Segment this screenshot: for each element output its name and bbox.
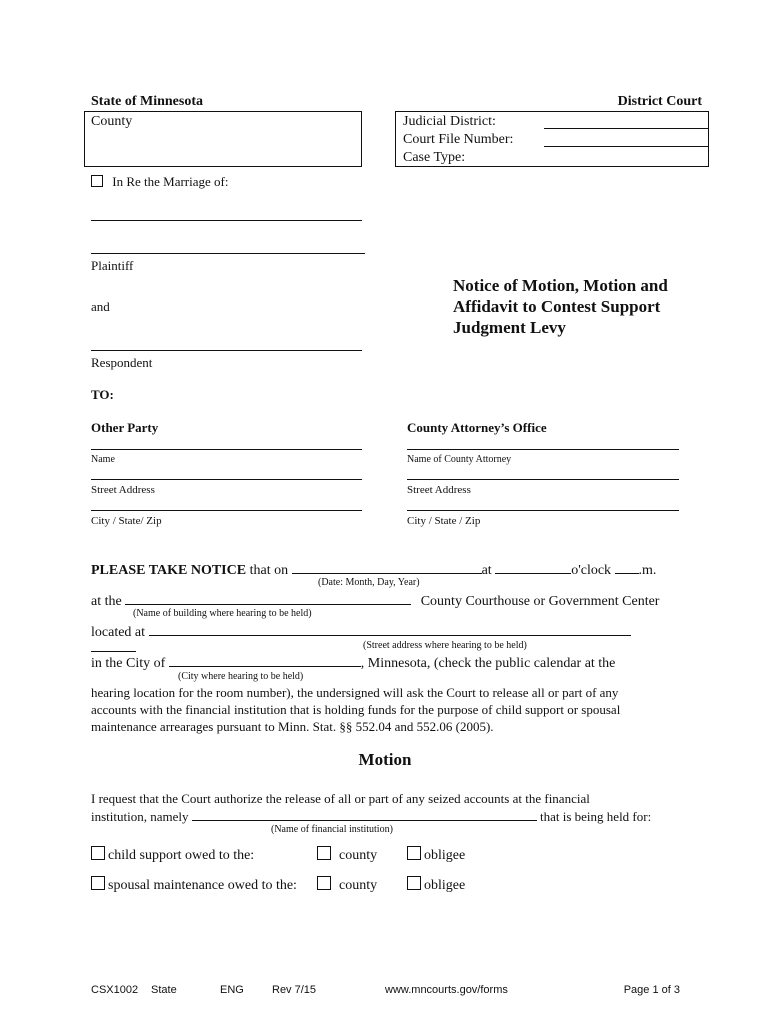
footer-state: State bbox=[151, 984, 177, 996]
financial-institution-hint: (Name of financial institution) bbox=[271, 824, 393, 835]
child-support-row bbox=[91, 846, 254, 864]
notice-body-line-2: accounts with the financial institution that is holding funds for the purpose of child support or spousal bbox=[91, 702, 621, 717]
and-label: and bbox=[91, 299, 110, 314]
notice-lead: PLEASE TAKE NOTICE bbox=[91, 563, 247, 578]
county-label: County bbox=[91, 114, 133, 129]
county-attorney-label: County Attorney’s Office bbox=[407, 420, 547, 435]
footer-form-number: CSX1002 bbox=[91, 984, 139, 996]
spousal-obligee-checkbox[interactable] bbox=[407, 876, 421, 890]
minnesota-text: , Minnesota, (check the public calendar at the bbox=[360, 656, 616, 671]
building-field[interactable] bbox=[125, 591, 411, 605]
county-label-1: county bbox=[339, 848, 378, 863]
city-hint-right: City / State / Zip bbox=[407, 515, 481, 527]
title-line-3: Judgment Levy bbox=[453, 318, 566, 337]
notice-line-4 bbox=[91, 653, 615, 672]
party-line-1[interactable] bbox=[91, 220, 362, 221]
spousal-county-option bbox=[317, 876, 377, 894]
name-hint: Name bbox=[91, 454, 115, 465]
court-file-number-label: Court File Number: bbox=[403, 132, 514, 147]
county-label-2: county bbox=[339, 878, 378, 893]
county-attorney-city-field[interactable] bbox=[407, 510, 679, 511]
respondent-line[interactable] bbox=[91, 350, 362, 351]
judicial-district-label: Judicial District: bbox=[403, 114, 496, 129]
city-hint-left: City / State/ Zip bbox=[91, 515, 162, 527]
motion-line-2 bbox=[91, 807, 651, 825]
spousal-county-checkbox[interactable] bbox=[317, 876, 331, 890]
footer-language: ENG bbox=[220, 984, 244, 996]
case-type-label: Case Type: bbox=[403, 150, 466, 165]
title-line-2: Affidavit to Contest Support bbox=[453, 297, 661, 316]
building-hint: (Name of building where hearing to be held) bbox=[133, 608, 312, 619]
county-attorney-name-hint: Name of County Attorney bbox=[407, 454, 512, 465]
city-field[interactable] bbox=[169, 653, 361, 667]
spousal-row bbox=[91, 876, 297, 894]
oclock-text: o'clock bbox=[571, 563, 612, 578]
plaintiff-label: Plaintiff bbox=[91, 258, 134, 273]
footer-revision: Rev 7/15 bbox=[272, 984, 317, 996]
footer-page-number: Page 1 of 3 bbox=[623, 984, 680, 996]
hearing-date-field[interactable] bbox=[292, 560, 482, 574]
court-label: District Court bbox=[617, 94, 702, 109]
street-hint: (Street address where hearing to be held) bbox=[363, 640, 527, 651]
other-party-city-field[interactable] bbox=[91, 510, 362, 511]
institution-text: institution, namely bbox=[91, 809, 189, 824]
motion-line-1: I request that the Court authorize the release of all or part of any seized accounts at the financial bbox=[91, 791, 590, 806]
street-field[interactable] bbox=[149, 622, 631, 636]
located-at-text: located at bbox=[91, 625, 146, 640]
child-support-checkbox[interactable] bbox=[91, 846, 105, 860]
financial-institution-field[interactable] bbox=[192, 807, 537, 821]
that-on-text: that on bbox=[249, 563, 289, 578]
am-pm-field[interactable] bbox=[615, 560, 639, 574]
spousal-label: spousal maintenance owed to the: bbox=[108, 878, 297, 893]
held-for-text: that is being held for: bbox=[540, 809, 652, 824]
m-text: .m. bbox=[638, 563, 657, 578]
street-hint-left: Street Address bbox=[91, 484, 155, 496]
county-box[interactable] bbox=[84, 111, 362, 167]
notice-body-line-1: hearing location for the room number), the undersigned will ask the Court to release all or part of any bbox=[91, 685, 619, 700]
to-label: TO: bbox=[91, 387, 114, 402]
at-text: at bbox=[481, 563, 492, 578]
other-party-street-field[interactable] bbox=[91, 479, 362, 480]
footer-url[interactable]: www.mncourts.gov/forms bbox=[385, 984, 508, 996]
court-file-number-field[interactable] bbox=[544, 146, 708, 147]
plaintiff-line[interactable] bbox=[91, 253, 365, 254]
obligee-label-1: obligee bbox=[424, 848, 466, 863]
marriage-row bbox=[91, 174, 228, 190]
date-hint: (Date: Month, Day, Year) bbox=[318, 577, 420, 588]
document-title bbox=[453, 275, 668, 338]
notice-body bbox=[91, 684, 679, 735]
spousal-obligee-option bbox=[407, 876, 465, 894]
child-support-county-option bbox=[317, 846, 377, 864]
child-support-county-checkbox[interactable] bbox=[317, 846, 331, 860]
courthouse-text: County Courthouse or Government Center bbox=[420, 594, 660, 609]
motion-heading: Motion bbox=[358, 750, 412, 769]
title-line-1: Notice of Motion, Motion and bbox=[453, 276, 668, 295]
street-hint-right: Street Address bbox=[407, 484, 471, 496]
notice-line-3 bbox=[91, 622, 631, 641]
case-info-box bbox=[395, 111, 709, 167]
child-support-obligee-option bbox=[407, 846, 465, 864]
marriage-label: In Re the Marriage of: bbox=[112, 174, 229, 189]
county-attorney-street-field[interactable] bbox=[407, 479, 679, 480]
spousal-checkbox[interactable] bbox=[91, 876, 105, 890]
city-hint: (City where hearing to be held) bbox=[178, 671, 304, 682]
child-support-label: child support owed to the: bbox=[108, 848, 255, 863]
child-support-obligee-checkbox[interactable] bbox=[407, 846, 421, 860]
county-attorney-name-field[interactable] bbox=[407, 449, 679, 450]
other-party-name-field[interactable] bbox=[91, 449, 362, 450]
respondent-label: Respondent bbox=[91, 355, 153, 370]
street-field-continued[interactable] bbox=[91, 651, 136, 652]
notice-body-line-3: maintenance arrearages pursuant to Minn. Stat. §§ 552.04 and 552.06 (2005). bbox=[91, 719, 494, 734]
marriage-checkbox[interactable] bbox=[91, 175, 103, 187]
state-label: State of Minnesota bbox=[91, 94, 203, 109]
obligee-label-2: obligee bbox=[424, 878, 466, 893]
hearing-hour-field[interactable] bbox=[495, 560, 571, 574]
judicial-district-field[interactable] bbox=[544, 128, 708, 129]
in-city-text: in the City of bbox=[91, 656, 166, 671]
at-the-text: at the bbox=[91, 594, 122, 609]
other-party-label: Other Party bbox=[91, 420, 159, 435]
